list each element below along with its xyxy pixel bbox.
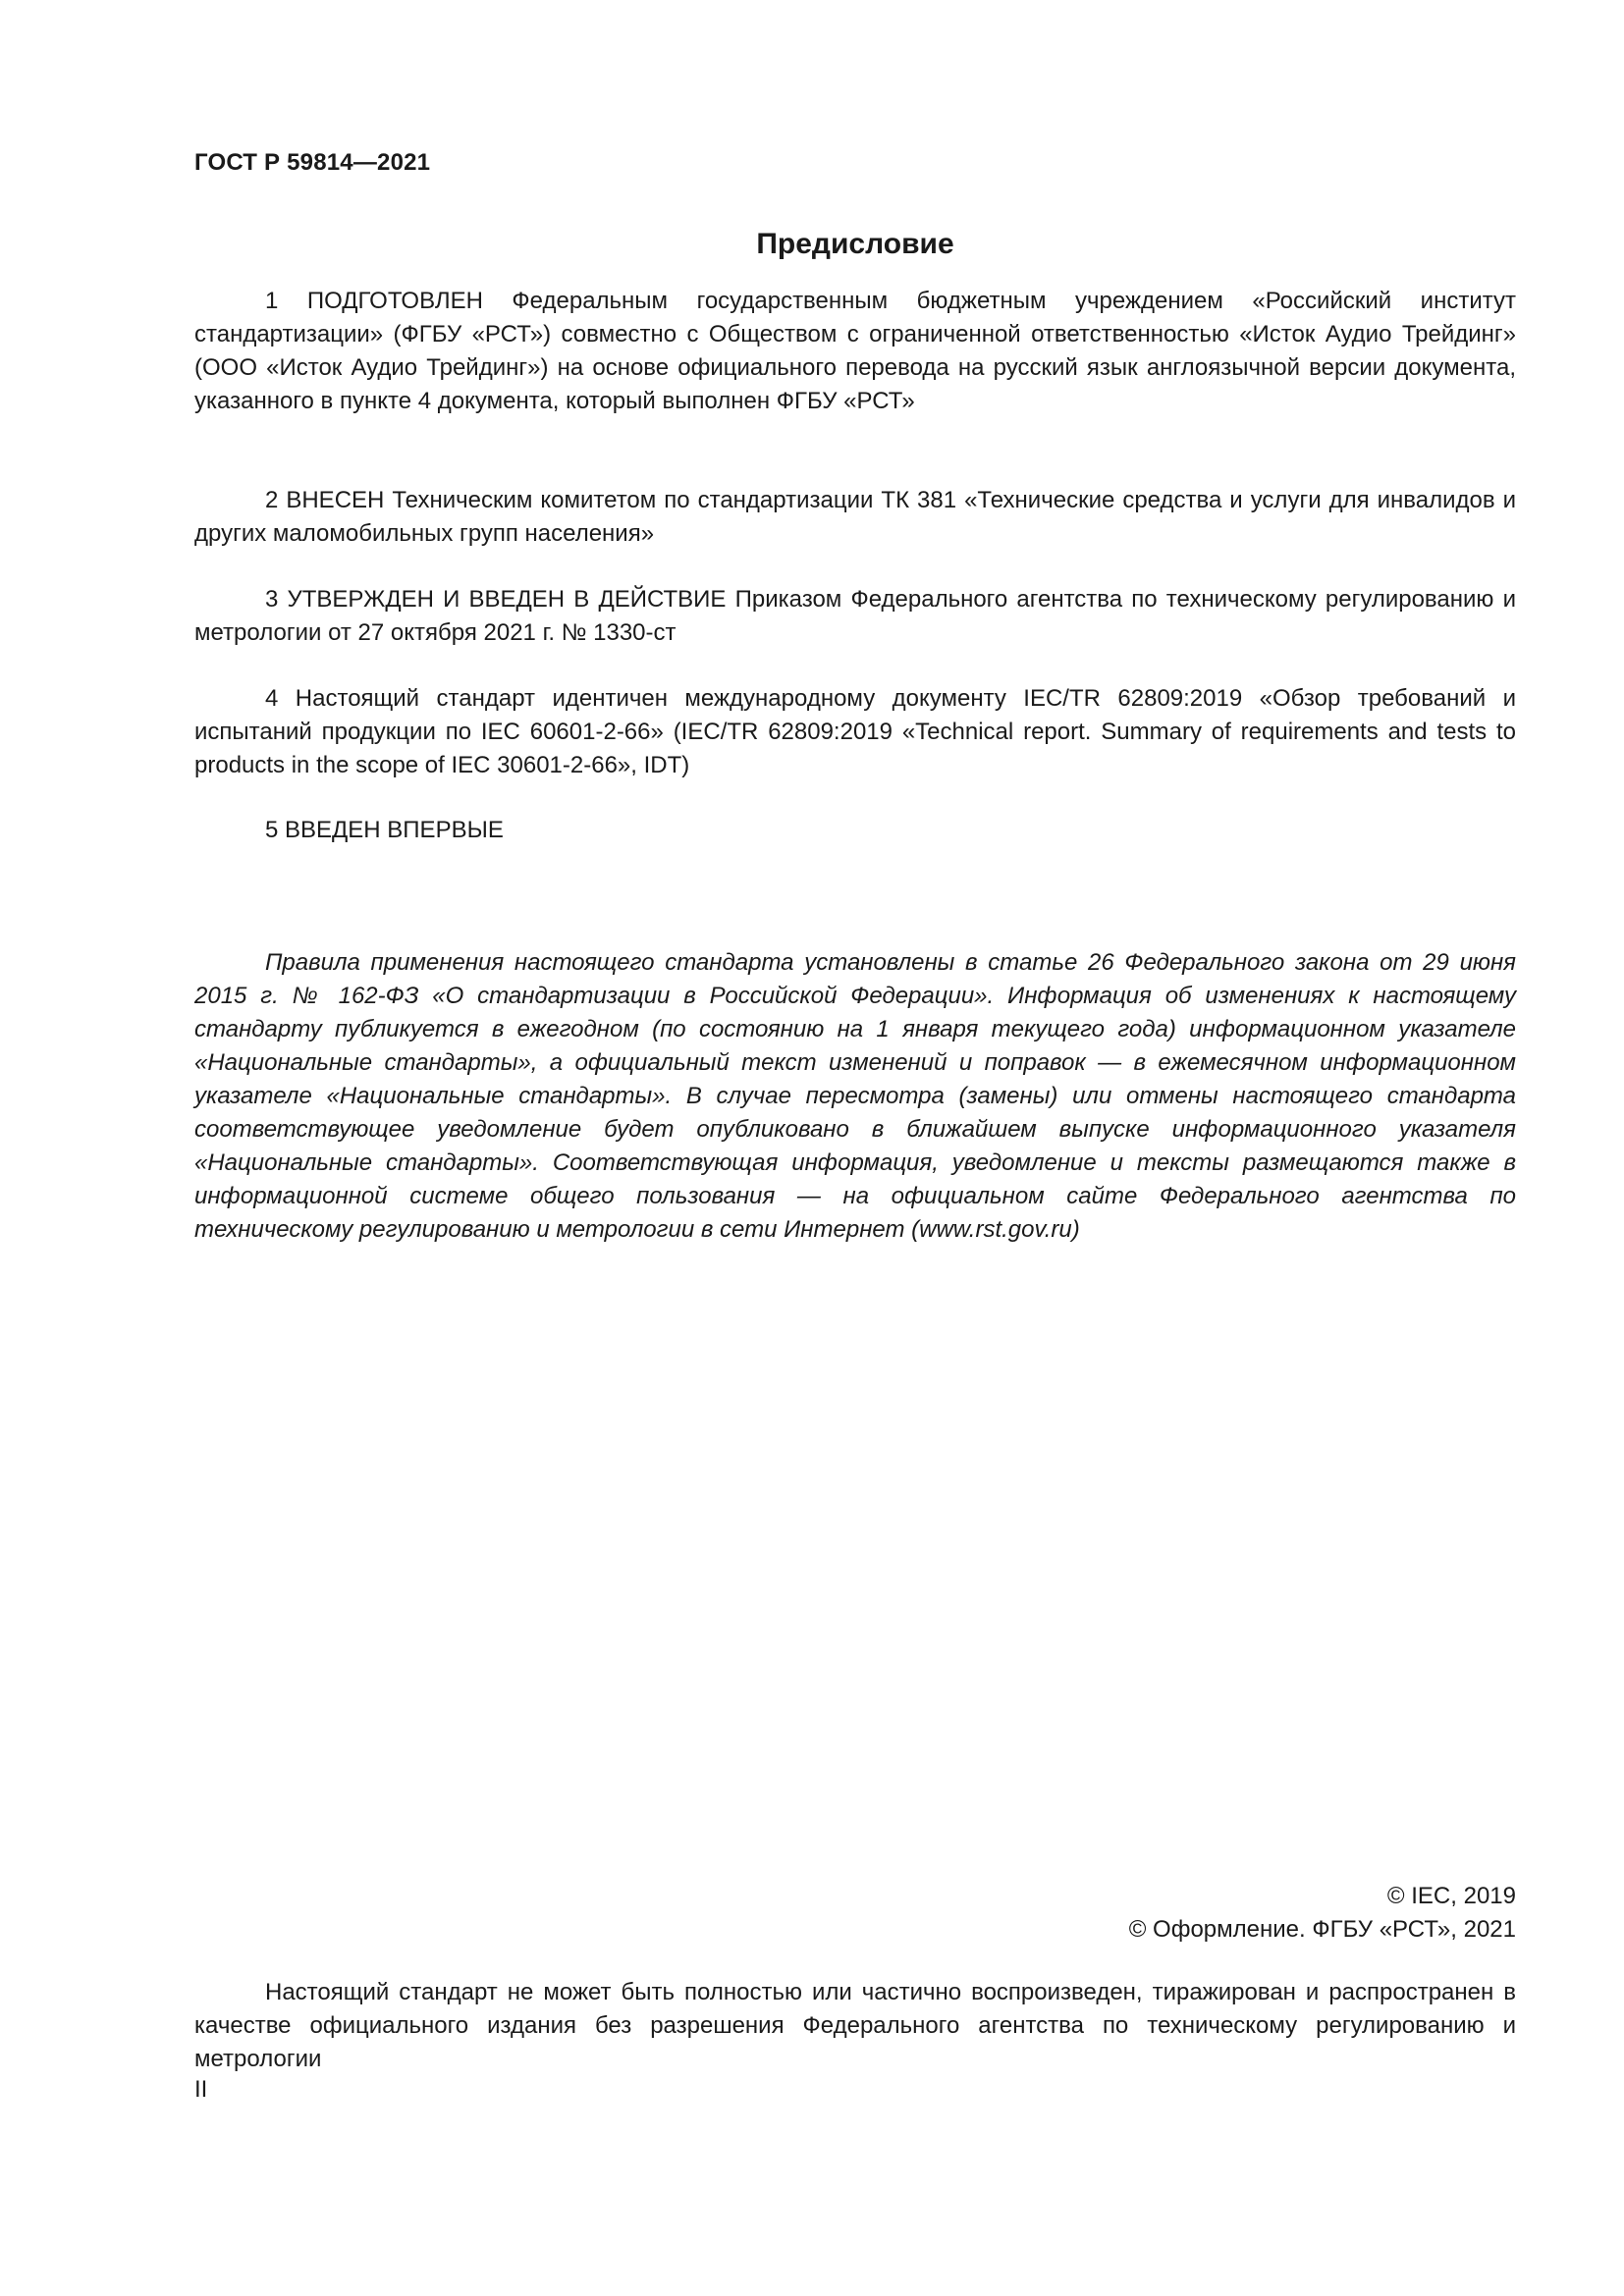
copyright-design: © Оформление. ФГБУ «РСТ», 2021: [1128, 1916, 1516, 1943]
foreword-item-2: 2 ВНЕСЕН Техническим комитетом по стандартизации ТК 381 «Технические средства и услуги для инвалидов и других маломобильных групп населения»: [194, 487, 1516, 547]
reproduction-restriction: Настоящий стандарт не может быть полностью или частично воспроизведен, тиражирован и распространен в качестве официального издания без разрешения Федерального агентства по техническому регулированию и метрологии: [194, 1979, 1516, 2072]
copyright-block: [1129, 1880, 1516, 1947]
document-code: ГОСТ Р 59814—2021: [194, 149, 431, 176]
foreword-item-1: 1 ПОДГОТОВЛЕН Федеральным государственным бюджетным учреждением «Российский институт стандартизации» (ФГБУ «РСТ») совместно с Обществом с ограниченной ответственностью «Исток Аудио Трейдинг» (ООО «Исток Аудио Трейдинг») на основе официального перевода на русский язык англоязычной версии документа, указанного в пункте 4 документа, который выполнен ФГБУ «РСТ»: [194, 288, 1516, 414]
application-rules-notice: Правила применения настоящего стандарта установлены в статье 26 Федерального закона от 29 июня 2015 г. № 162-ФЗ «О стандартизации в Российской Федерации». Информация об изменениях к настоящему стандарту публикуется в ежегодном (по состоянию на 1 января текущего года) информационном указателе «Национальные стандарты», а официальный текст изменений и поправок — в ежемесячном информационном указателе «Национальные стандарты». В случае пересмотра (замены) или отмены настоящего стандарта соответствующее уведомление будет опубликовано в ближайшем выпуске информационного указателя «Национальные стандарты». Соответствующая информация, уведомление и тексты размещаются также в информационной системе общего пользования — на официальном сайте Федерального агентства по техническому регулированию и метрологии в сети Интернет (www.rst.gov.ru): [194, 949, 1516, 1243]
page-title: Предисловие: [756, 228, 954, 260]
foreword-item-4: 4 Настоящий стандарт идентичен международному документу IEC/TR 62809:2019 «Обзор требований и испытаний продукции по IEC 60601-2-66» (IEC/TR 62809:2019 «Technical report. Summary of requirements and tests to products in the scope of IEC 30601-2-66», IDT): [194, 685, 1516, 778]
foreword-item-3: 3 УТВЕРЖДЕН И ВВЕДЕН В ДЕЙСТВИЕ Приказом Федерального агентства по техническому регулированию и метрологии от 27 октября 2021 г. № 1330-ст: [194, 586, 1516, 646]
copyright-iec: © IEC, 2019: [1386, 1883, 1516, 1909]
foreword-item-5: 5 ВВЕДЕН ВПЕРВЫЕ: [265, 817, 504, 843]
page-number: II: [194, 2076, 208, 2103]
